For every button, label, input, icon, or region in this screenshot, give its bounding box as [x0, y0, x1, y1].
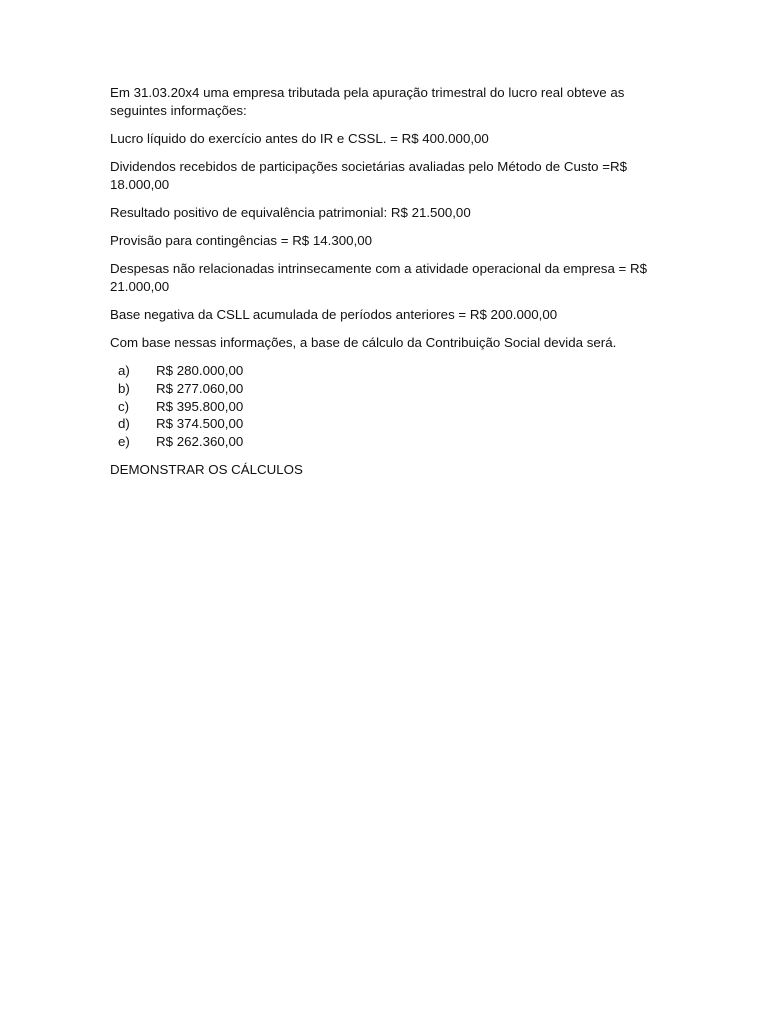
- option-value: R$ 395.800,00: [156, 398, 244, 414]
- answer-options: [110, 362, 650, 451]
- option-b: [118, 380, 650, 398]
- option-d: [118, 415, 650, 433]
- option-value: R$ 280.000,00: [156, 363, 244, 378]
- info-equity-result: Resultado positivo de equivalência patrimonial: R$ 21.500,00: [110, 205, 471, 220]
- option-a: [118, 362, 650, 380]
- info-negative-base: Base negativa da CSLL acumulada de períodos anteriores = R$ 200.000,00: [110, 307, 558, 322]
- option-letter: a): [118, 363, 130, 378]
- option-value: R$ 262.360,00: [156, 434, 244, 450]
- option-letter: e): [118, 434, 130, 450]
- option-value: R$ 277.060,00: [156, 380, 244, 396]
- info-net-income: Lucro líquido do exercício antes do IR e CSSL. = R$ 400.000,00: [110, 131, 489, 146]
- option-c: [118, 398, 650, 416]
- info-dividends: Dividendos recebidos de participações societárias avaliadas pelo Método de Custo =R$ 18.000,00: [110, 159, 628, 192]
- info-provision: Provisão para contingências = R$ 14.300,00: [110, 233, 373, 248]
- option-value: R$ 374.500,00: [156, 416, 244, 432]
- document-body: [110, 84, 650, 489]
- footer-instruction: DEMONSTRAR OS CÁLCULOS: [110, 461, 303, 477]
- option-letter: d): [118, 416, 130, 432]
- info-non-operational-expenses: Despesas não relacionadas intrinsecamente com a atividade operacional da empresa = R$ 21.000,00: [110, 261, 647, 294]
- option-letter: c): [118, 398, 130, 414]
- option-letter: b): [118, 380, 130, 396]
- option-e: [118, 433, 650, 451]
- intro-paragraph: Em 31.03.20x4 uma empresa tributada pela apuração trimestral do lucro real obteve as seguintes informações:: [110, 85, 625, 118]
- question-text: Com base nessas informações, a base de cálculo da Contribuição Social devida será.: [110, 335, 617, 350]
